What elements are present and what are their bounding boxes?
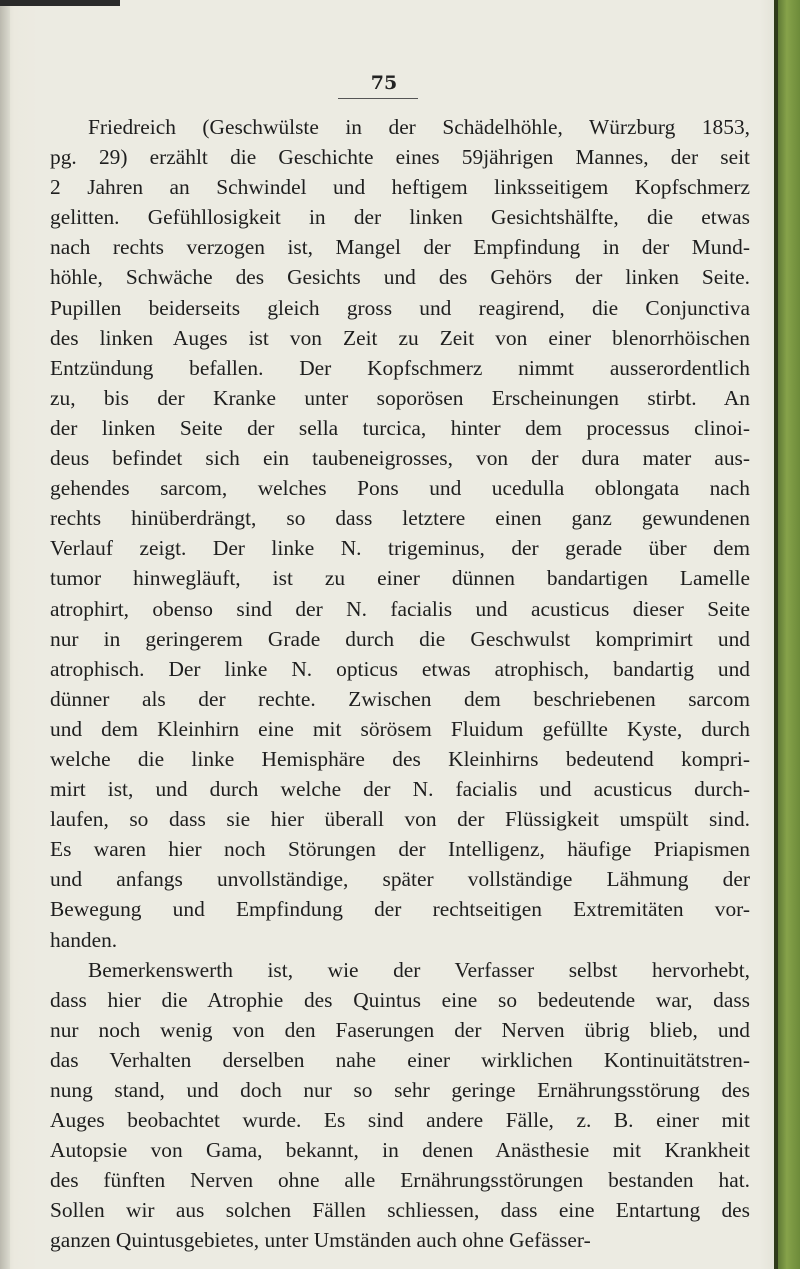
text-line: welche die linke Hemisphäre des Kleinhirns bedeutend kompri- [50, 746, 750, 771]
text-line: Friedreich (Geschwülste in der Schädelhöhle, Würzburg 1853, [88, 115, 750, 139]
text-line: rechts hinüberdrängt, so dass letztere einen ganz gewundenen [50, 506, 750, 531]
text-line: gehendes sarcom, welches Pons und ucedulla oblongata nach [50, 476, 750, 501]
text-line: atrophisch. Der linke N. opticus etwas atrophisch, bandartig und [50, 656, 750, 681]
text-line: Entzündung befallen. Der Kopfschmerz nimmt ausserordentlich [50, 355, 750, 380]
text-line: Bemerkenswerth ist, wie der Verfasser selbst hervorhebt, [88, 957, 750, 982]
text-line: Auges beobachtet wurde. Es sind andere Fälle, z. B. einer mit [50, 1108, 750, 1133]
text-line: pg. 29) erzählt die Geschichte eines 59jährigen Mannes, der seit [50, 145, 750, 170]
text-line: nur noch wenig von den Faserungen der Nerven übrig blieb, und [50, 1017, 750, 1042]
text-line: nach rechts verzogen ist, Mangel der Empfindung in der Mund- [50, 235, 750, 260]
text-line: zu, bis der Kranke unter soporösen Erscheinungen stirbt. An [50, 385, 750, 410]
paragraph-2 [50, 955, 750, 1256]
text-line: höhle, Schwäche des Gesichts und des Gehörs der linken Seite. [50, 265, 750, 290]
text-line: und dem Kleinhirn eine mit sörösem Fluidum gefüllte Kyste, durch [50, 716, 750, 741]
text-line: deus befindet sich ein taubeneigrosses, von der dura mater aus- [50, 446, 750, 471]
text-line: Bewegung und Empfindung der rechtseitigen Extremitäten vor- [50, 897, 750, 922]
text-line: das Verhalten derselben nahe einer wirklichen Kontinuitätstren- [50, 1047, 750, 1072]
scan-edge-mark [0, 0, 120, 6]
text-line: ganzen Quintusgebietes, unter Umständen auch ohne Gefässer- [50, 1228, 591, 1253]
text-line: atrophirt, obenso sind der N. facialis und acusticus dieser Seite [50, 596, 750, 621]
paragraph-1 [50, 112, 750, 955]
text-line: tumor hinwegläuft, ist zu einer dünnen bandartigen Lamelle [50, 566, 750, 591]
page-number: 75 [370, 72, 398, 94]
text-line: Verlauf zeigt. Der linke N. trigeminus, der gerade über dem [50, 536, 750, 561]
text-line: 2 Jahren an Schwindel und heftigem linksseitigem Kopfschmerz [50, 175, 750, 200]
text-line: Autopsie von Gama, bekannt, in denen Anästhesie mit Krankheit [50, 1138, 750, 1163]
text-line: Es waren hier noch Störungen der Intelligenz, häufige Priapismen [50, 837, 750, 862]
text-line: Sollen wir aus solchen Fällen schliessen, dass eine Entartung des [50, 1198, 750, 1223]
page-gutter-shadow [0, 0, 10, 1269]
text-line: dünner als der rechte. Zwischen dem beschriebenen sarcom [50, 686, 750, 711]
page-number-rule [338, 98, 418, 99]
body-text [50, 112, 750, 1256]
text-line: dass hier die Atrophie des Quintus eine so bedeutende war, dass [50, 987, 750, 1012]
text-line: des linken Auges ist von Zeit zu Zeit von einer blenorrhöischen [50, 325, 750, 350]
text-line: und anfangs unvollständige, später vollständige Lähmung der [50, 867, 750, 892]
book-cover-edge [778, 0, 800, 1269]
text-line: mirt ist, und durch welche der N. facialis und acusticus durch- [50, 777, 750, 802]
text-line: laufen, so dass sie hier überall von der Flüssigkeit umspült sind. [50, 807, 750, 832]
text-line: nur in geringerem Grade durch die Geschwulst komprimirt und [50, 626, 750, 651]
text-line: nung stand, und doch nur so sehr geringe Ernährungsstörung des [50, 1078, 750, 1102]
text-line: Pupillen beiderseits gleich gross und reagirend, die Conjunctiva [50, 295, 750, 320]
text-line: handen. [50, 927, 118, 952]
text-line: gelitten. Gefühllosigkeit in der linken Gesichtshälfte, die etwas [50, 205, 750, 230]
text-line: der linken Seite der sella turcica, hinter dem processus clinoi- [50, 415, 750, 440]
text-line: des fünften Nerven ohne alle Ernährungsstörungen bestanden hat. [50, 1168, 750, 1193]
